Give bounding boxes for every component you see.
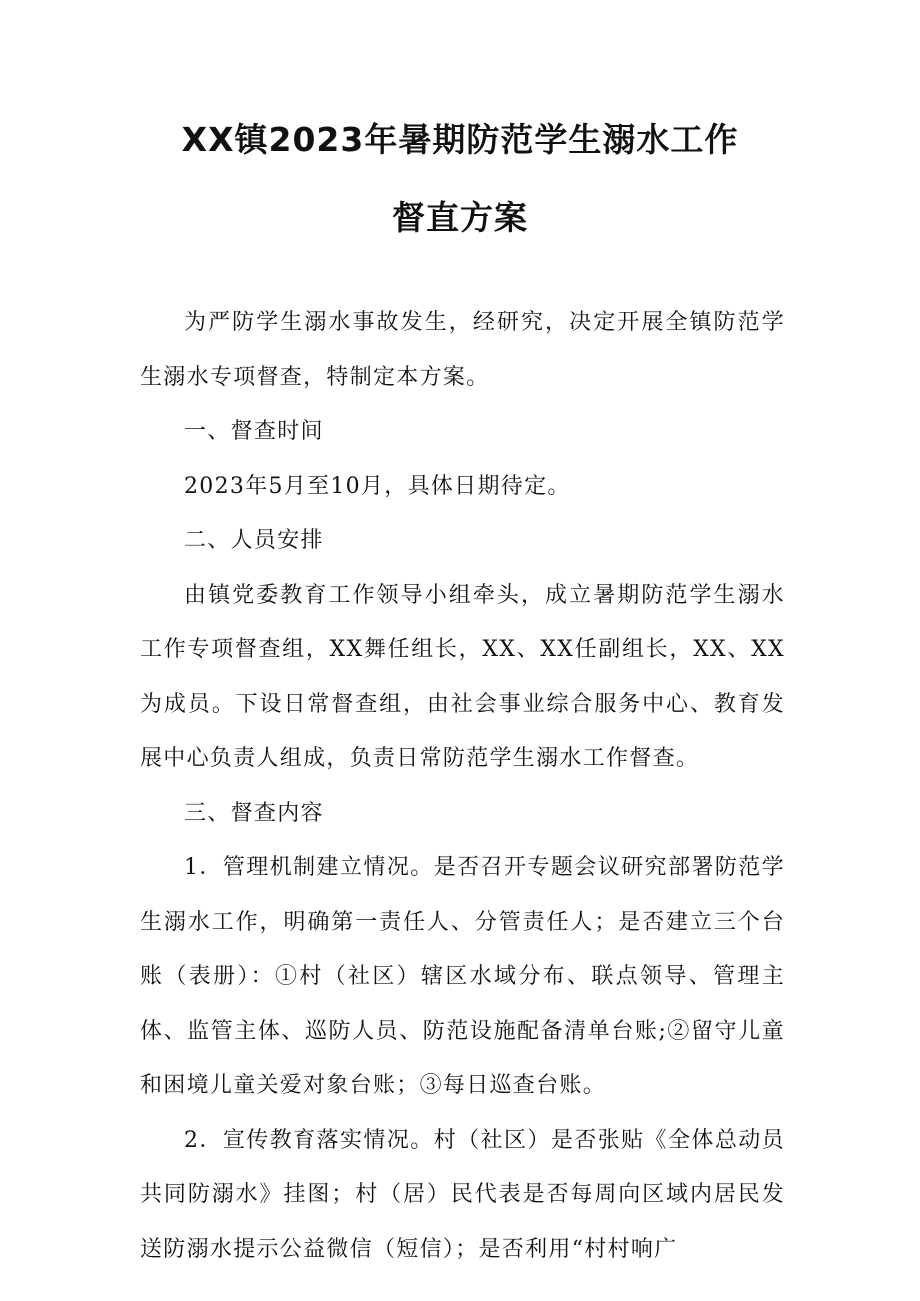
document-title-line-2: 督直方案 [392, 198, 528, 237]
intro-paragraph: 为严防学生溺水事故发生，经研究，决定开展全镇防范学生溺水专项督查，特制定本方案。 [140, 310, 785, 390]
section-heading-personnel: 二、人员安排 [184, 528, 324, 553]
time-paragraph: 2023年5月至10月，具体日期待定。 [184, 473, 571, 499]
content-item-2: 2．宣传教育落实情况。村（社区）是否张贴《全体总动员共同防溺水》挂图；村（居）民代表是否每周向区域内居民发送防溺水提示公益微信（短信）；是否利用“村村响广 [140, 1127, 785, 1262]
content-item-1: 1．管理机制建立情况。是否召开专题会议研究部署防范学生溺水工作，明确第一责任人、分管责任人；是否建立三个台账（表册）：①村（社区）辖区水域分布、联点领导、管理主体、监管主体、巡防人员、防范设施配备清单台账;②留守儿童和困境儿童关爱对象台账；③每日巡查台账。 [140, 855, 785, 1098]
section-heading-content: 三、督查内容 [184, 800, 324, 826]
document-title-line-1: XX镇2023年暑期防范学生溺水工作 [181, 120, 739, 159]
section-heading-time: 一、督查时间 [184, 419, 324, 444]
document-body [140, 296, 785, 1277]
personnel-paragraph: 由镇党委教育工作领导小组牵头，成立暑期防范学生溺水工作专项督查组，XX舞任组长，XX、XX任副组长，XX、XX为成员。下设日常督查组，由社会事业综合服务中心、教育发展中心负责人组成，负责日常防范学生溺水工作督查。 [140, 582, 785, 771]
